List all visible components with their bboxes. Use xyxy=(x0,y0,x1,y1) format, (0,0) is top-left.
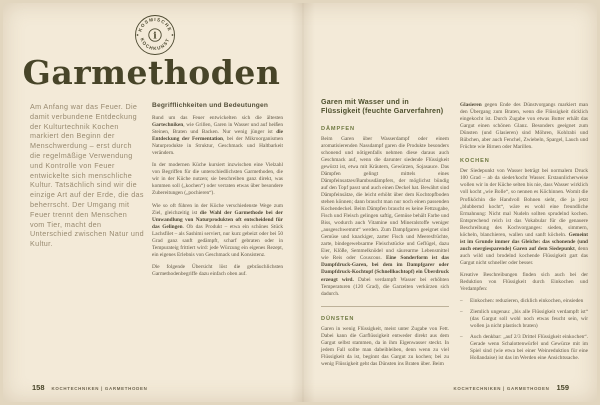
badge-right-dot xyxy=(172,34,174,36)
daempfen-paragraph xyxy=(321,136,449,298)
bold-term-gartechniken: Gartechniken xyxy=(152,122,184,129)
text-segment: Der Siedepunkt von Wasser beträgt bei normalem Druck 100 Grad – ab da siedet/kocht Wasser. Erstaunlicherweise wollen wir in der Küche selten bis nie, dass Wasser wirklich voll kocht „wie Bolle“, so nennen es Köchinnen. Womit die Profiköchin die Handvoll Bohnen sieht, die ja jetzt „blubbernd kocht“, wäre es wohl eine freundliche Ermahnung: Nicht mal Nudeln sollten sprudelnd kochen. Entsprechend reich ist das Vokabular für die genauere Beschreibung des Kochvorganges: sieden, simmern, köcheln, blanchieren, wallen und sanft köcheln. xyxy=(460,168,588,238)
list-item xyxy=(460,309,588,330)
list-item-text: Ziemlich ungenau: „bis alle Flüssigkeit verdampft ist“ (das Gargut soll wohl noch etwas feucht sein, wir wollen ja nicht plastisch braten) xyxy=(470,309,588,330)
definitions-paragraph-4: Die folgende Übersicht löst die gebräuchlichsten Garmethodenbegriffe dazu einfach oben auf. xyxy=(152,263,283,277)
text-segment: Wie so oft führen in der Küche verschiedenste Wege zum Ziel, gleichzeitig ist xyxy=(152,202,283,216)
page-number-right: 159 xyxy=(556,383,569,392)
badge-left-dot xyxy=(137,34,139,36)
definitions-paragraph-3 xyxy=(152,203,283,259)
bold-dampfdruck-garen: Eine Sonderform ist das Dampfdruck-Garen, bei dem im Dampfgarer oder Dampfdruck-Kochtopf (Schnellkochtopf) ein Überdruck erzeugt wird. xyxy=(321,255,450,283)
wet-methods-heading: Garen mit Wasser und in Flüssigkeit (feuchte Garverfahren) xyxy=(321,98,444,116)
page-number-left: 158 xyxy=(32,383,45,392)
text-segment: , bei der Mikroorganismen Naturprodukte in Struktur, Geschmack und Haltbarkeit verändern. xyxy=(152,136,284,157)
list-item xyxy=(460,334,588,362)
book-spread xyxy=(3,3,597,402)
text-segment: gegen Ende des Dünstvorgangs markiert man den Übergang zum Braten, wenn die Flüssigkeit dicklich eingekocht ist. Durch Zugabe von etwas Butter erhält das Gargut einen schönen Glanz. Besonders geeignet zum Dünsten (und Glasieren) sind Möhren, Kohlrabi und Rübchen, aber auch Fenchel, Zwiebeln, Spargel, Lauch und Früchte wie Birnen oder Marillen. xyxy=(460,102,588,151)
section-title-duensten: DÜNSTEN xyxy=(321,315,355,322)
book-spine-shadow xyxy=(291,3,315,402)
bold-siedepunkt-statement: Gemeint ist im Grunde immer das Gleiche: das schonende (und auch energiesparende) Garen auf dem Siedepunkt xyxy=(460,231,588,252)
list-item xyxy=(460,298,588,305)
page-title: Garmethoden xyxy=(22,53,281,92)
dash-bullet: – xyxy=(460,334,463,341)
kochen-column xyxy=(460,102,588,367)
svg-text:KOSMISCHE xyxy=(137,17,172,32)
chapter-badge xyxy=(134,14,176,56)
definitions-heading: Begrifflichkeiten und Bedeutungen xyxy=(152,102,269,109)
definitions-column xyxy=(152,102,283,283)
text-segment: , denn auch wild und brodelnd kochende Flüssigkeit gart das Gargut nicht schneller oder besser. xyxy=(460,245,588,266)
badge-info-icon: i xyxy=(153,31,157,42)
definitions-paragraph-2: In der modernen Küche kursiert inzwischen eine Vielzahl von Begriffen für die unterschiedlichsten Garmethoden, die wir in der Küche nutzen; sie beschreiben ganz direkt, was kommen soll („kochen“) oder verraten etwas über besondere Zubereitungen („pochieren“). xyxy=(152,162,283,197)
text-segment: Beim Garen über Wasserdampf oder einem aromatisierenden Nassdampf garen die Produkte besonders schonend und nötigenfalls nehmen diese daraus auch Geschmack auf, wenn die darunter siedende Flüssigkeit gewürzt ist, etwa mit Kräutern, Gewürzen, Sojasauce. Das Dämpfen gelingt mittels eines Dämpfeinsatzes/Bambusdämpfers, der möglichst bündig auf den Topf passt und auch einen Deckel hat. Bewährt sind Dämpfeinsätze, die leicht erhöht über dem Kochtopfboden stehen können; dann braucht man nur noch einen passenden Kochendeckel. Beim Dämpfen braucht es keine Fettzugabe, Fisch und Fleisch gelingen saftig, Gemüse behält Farbe und Biss, wodurch auch Vitamine und Mineralstoffe weniger „ausgeschwemmt“ werden. Zum Dampfgaren geeignet sind Gemüse und knackiger, zarter Fisch und Meeresfrüchte, zarte, bindegewebsarme Fleischstücke und Geflügel, dazu Eier, Klöße, Semmelknödel und säurearme Lebensmittel wie Reis oder Couscous. xyxy=(321,135,449,262)
duensten-paragraph: Garen in wenig Flüssigkeit, meist unter Zugabe von Fett. Dabei kann die Garflüssigkeit entweder direkt aus dem Gargut selbst stammen, da in ihm Eigenwasser steckt. In jedem Fall sollte man dabeibleiben, denn wenn zu viel Flüssigkeit da ist, beginnt das Gargut zu kochen; bei zu wenig Flüssigkeit geht das Dünsten ins Braten über. Beim xyxy=(321,325,449,367)
glasieren-paragraph xyxy=(460,102,588,151)
text-segment: Rund um das Feuer entwickelten sich die ältesten xyxy=(152,115,283,121)
left-footer xyxy=(32,383,148,393)
section-title-kochen: KOCHEN xyxy=(460,158,490,165)
reduktion-list xyxy=(460,298,588,362)
bold-garmethode-statement: die Wahl der Garmethode bei der Umwandlung von Naturprodukten oft entscheidend für das Gelingen xyxy=(152,209,283,230)
text-segment: , wie Grillen, Garen in Wasser und auf heißen Steinen, Braten und Backen. Nur wenig jünger ist xyxy=(152,122,283,136)
running-head-left: KOCHTECHNIKEN | GARMETHODEN xyxy=(51,386,148,391)
bold-term-glasieren: Glasieren xyxy=(460,102,482,108)
badge-arc-top-text: KOSMISCHE xyxy=(137,16,173,33)
text-segment: Dabei verdampft Wasser bei erhöhten Temperaturen (120 Grad), die Garzeiten verkürzen sich dadurch. xyxy=(321,276,449,297)
section-divider xyxy=(321,306,449,307)
definitions-paragraph-1 xyxy=(152,115,283,157)
right-footer xyxy=(453,383,569,393)
badge-arc-bottom-text: KOCHKUNST xyxy=(139,37,171,52)
dash-bullet: – xyxy=(460,298,463,305)
running-head-right: KOCHTECHNIKEN | GARMETHODEN xyxy=(453,386,550,391)
dash-bullet: – xyxy=(460,309,463,316)
wet-methods-column xyxy=(321,98,449,373)
list-item-text: Auch denkbar: „auf 2/3 Drittel Flüssigkeit einkochen“. Gerade wenn Schalottenwürfel und Gewürze mit im Spiel sind (wie etwa bei einer Weinreduktion für eine Hollandaise) ist das im Werden eine Ansichtssache. xyxy=(470,334,588,362)
kochen-paragraph xyxy=(460,168,588,267)
list-item-text: Einkochen: reduzieren, dicklich einkochen, einsieden xyxy=(470,298,584,305)
section-title-daempfen: DÄMPFEN xyxy=(321,125,355,132)
reduktion-paragraph: Kreative Beschreibungen finden sich auch bei der Reduktion von Flüssigkeit durch Einkochen und Verdampfen: xyxy=(460,271,588,293)
bold-term-fermentation: die Entdeckung der Fermentation xyxy=(152,129,283,143)
text-segment: . Ob das Produkt – etwa ein schönes Stück Lachsfilet – als Sashimi serviert, nur kurz gebeizt oder bei 50 Grad ganz sanft gedämpft, scharf gebraten oder in Tempurateig frittiert wird: jede Würzung ein eigenes Rezept, ein eigenes Erlebnis von Geschmack und Konsistenz. xyxy=(152,223,283,258)
intro-paragraph: Am Anfang war das Feuer. Die damit verbundene Entdeckung der Kulturtechnik Kochen markiert den Beginn der Menschwerdung – erst durch die regelmäßige Verwendung und Kontrolle von Feuer entwickelte sich menschliche Kultur. Tatsächlich sind wir die einzige Art auf der Erde, die das beherrscht. Der Umgang mit Feuer trennt den Menschen vom Tier, macht den Unterschied zwischen Natur und Kultur. xyxy=(30,102,144,249)
